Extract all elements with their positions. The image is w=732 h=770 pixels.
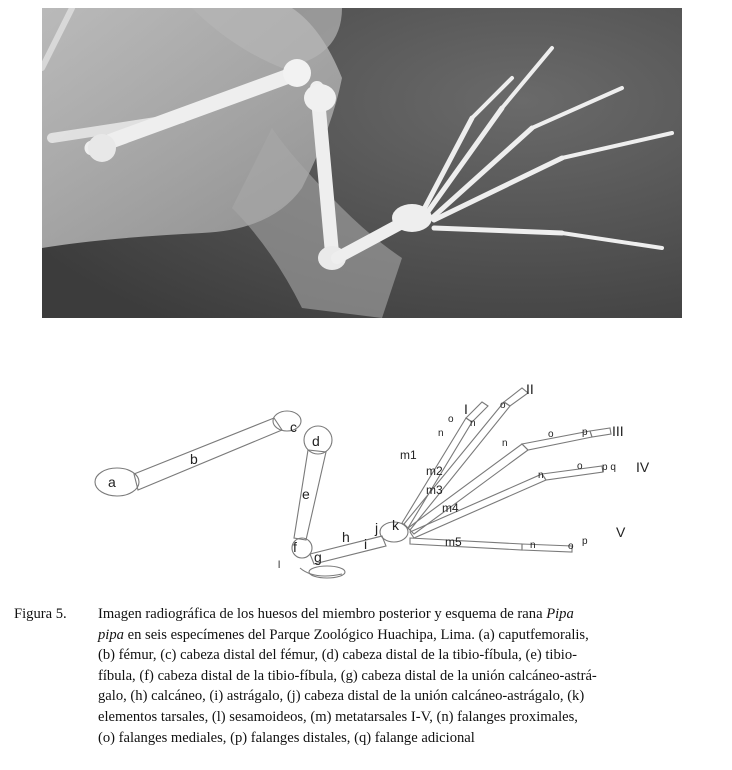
xray-image	[42, 8, 682, 318]
caption-line-2: pipa en seis especímenes del Parque Zoológico Huachipa, Lima. (a) caputfemoralis,	[98, 626, 589, 643]
label-digit-II: II	[526, 381, 534, 397]
label-o4: o	[577, 461, 583, 472]
label-m1: m1	[400, 448, 417, 462]
label-c: c	[290, 419, 297, 435]
caption-line-1: Imagen radiográfica de los huesos del miembro posterior y esquema de rana Pipa	[98, 606, 574, 622]
label-o5: o	[568, 541, 574, 552]
figure-label: Figura 5.	[14, 606, 67, 622]
label-d: d	[312, 433, 320, 449]
caption-line-4: fíbula, (f) cabeza distal de la tibio-fíbula, (g) cabeza distal de la unión calcáneo-astrá-	[98, 667, 597, 684]
caption-line-7: (o) falanges mediales, (p) falanges distales, (q) falange adicional	[98, 729, 475, 746]
label-n1: n	[438, 428, 444, 439]
label-i: i	[364, 536, 368, 552]
label-pq4: p q	[602, 462, 616, 473]
label-m3: m3	[426, 483, 443, 497]
label-p3: p	[582, 427, 588, 438]
label-l: l	[278, 560, 281, 571]
tibiofibula-shape	[294, 450, 326, 540]
species-genus: Pipa	[546, 606, 574, 622]
label-n3: n	[502, 438, 508, 449]
label-digit-III: III	[612, 423, 624, 439]
schematic-illustration	[42, 318, 682, 596]
label-b: b	[190, 451, 198, 467]
digit-V-shape	[410, 538, 522, 550]
label-f: f	[293, 539, 297, 555]
label-o2: o	[500, 400, 506, 411]
label-digit-IV: IV	[636, 459, 650, 475]
label-digit-I: I	[464, 401, 468, 417]
label-h: h	[342, 529, 350, 545]
caption-line-3: (b) fémur, (c) cabeza distal del fémur, (d) cabeza distal de la tibio-fíbula, (e) tibio-	[98, 647, 577, 664]
label-e: e	[302, 486, 310, 502]
label-m4: m4	[442, 501, 459, 515]
xray-illustration	[42, 8, 682, 318]
caption-line-5: galo, (h) calcáneo, (i) astrágalo, (j) cabeza distal de la unión calcáneo-astrágalo, (k)	[98, 688, 585, 705]
caputfemoralis-shape	[95, 468, 139, 496]
label-o3: o	[548, 429, 554, 440]
label-j: j	[375, 520, 379, 536]
label-n5: n	[530, 540, 536, 551]
label-o1: o	[448, 414, 454, 425]
label-n4: n	[538, 470, 544, 481]
label-k: k	[392, 517, 399, 533]
label-p5: p	[582, 536, 588, 547]
caption-text	[98, 604, 718, 748]
label-m2: m2	[426, 464, 443, 478]
sesamoid-arc	[300, 568, 342, 576]
label-digit-V: V	[616, 524, 626, 540]
caption-line-6: elementos tarsales, (l) sesamoideos, (m) metatarsales I-V, (n) falanges proximales,	[98, 708, 578, 725]
label-n2: n	[470, 418, 476, 429]
label-m5: m5	[445, 535, 462, 549]
label-g: g	[314, 549, 322, 565]
label-a: a	[108, 474, 116, 490]
bone-schematic	[42, 318, 682, 596]
species-epithet: pipa	[98, 626, 124, 643]
femur-shape	[134, 418, 282, 490]
